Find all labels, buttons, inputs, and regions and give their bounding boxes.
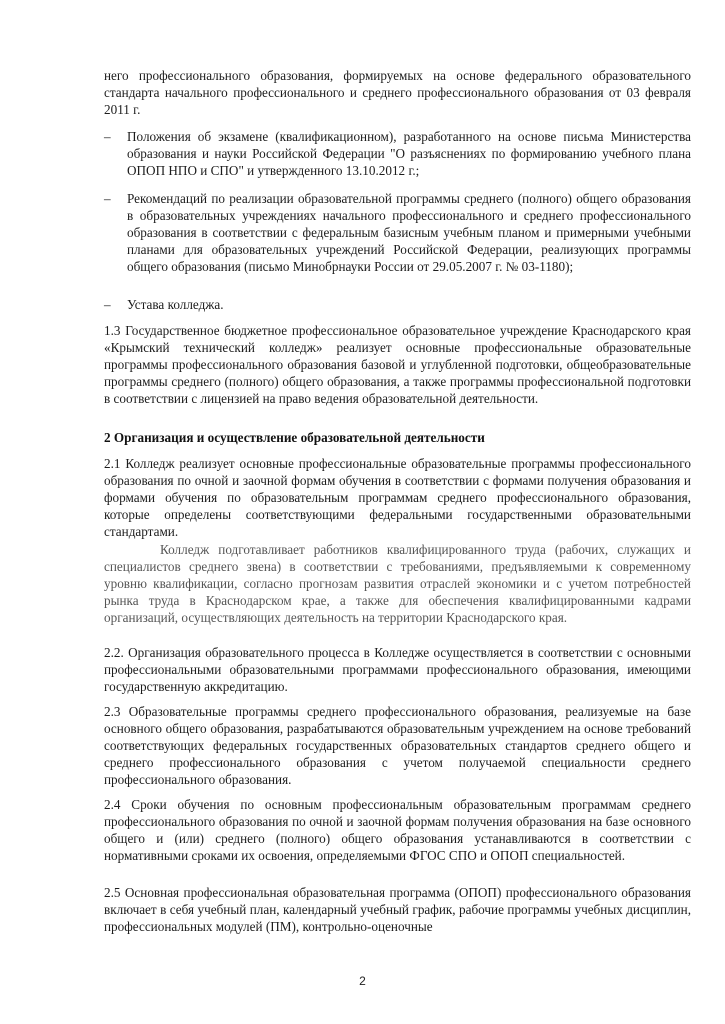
list-item-text: Устава колледжа. xyxy=(127,297,224,312)
list-item-text: Положения об экзамене (квалификационном), разработанного на основе письма Министерства образования и науки Российской Федерации "О разъяснениях по формированию учебного плана ОПОП НПО и СПО" и утвержденного 13.10.2012 г.; xyxy=(127,129,691,178)
paragraph-1-3: 1.3 Государственное бюджетное профессиональное образовательное учреждение Краснодарского края «Крымский технический колледж» реализует основные профессиональные образовательные программы профессионального образования базовой и углубленной подготовки, общеобразовательные программы среднего (полного) общего образования, а также программы профессиональной подготовки в соответствии с лицензией на право ведения образовательной деятельности. xyxy=(104,323,691,406)
list-marker: – xyxy=(104,297,111,312)
paragraph-2-2: 2.2. Организация образовательного процесса в Колледже осуществляется в соответствии с основными профессиональными образовательными программами профессионального образования, имеющими государственную аккредитацию. xyxy=(104,645,691,694)
paragraph-2-1-continued: Колледж подготавливает работников квалифицированного труда (рабочих, служащих и специалистов среднего звена) в соответствии с требованиями, предъявляемыми к современному уровню квалификации, согласно прогнозам развития отраслей экономики и с учетом потребностей рынка труда в Краснодарском крае, а также для обеспечения квалифицированными кадрами организаций, осуществляющих деятельность на территории Краснодарского края. xyxy=(104,542,691,625)
paragraph-2-3: 2.3 Образовательные программы среднего профессионального образования, реализуемые на базе основного общего образования, разрабатываются образовательным учреждением на основе требований соответствующих федеральных государственных образовательных стандартов среднего общего и среднего профессионального образования с учетом получаемой специальности среднего профессионального образования. xyxy=(104,704,691,787)
paragraph-2-5: 2.5 Основная профессиональная образовательная программа (ОПОП) профессионального образования включает в себя учебный план, календарный учебный график, рабочие программы учебных дисциплин, профессиональных модулей (ПМ), контрольно-оценочные xyxy=(104,885,691,934)
list-marker: – xyxy=(104,129,111,144)
paragraph-2-1: 2.1 Колледж реализует основные профессиональные образовательные программы профессионального образования по очной и заочной формам обучения в соответствии с формами получения образования и формами обучения по образовательным программам среднего профессионального образования, которые определены соответствующими федеральными государственными образовательными стандартами. xyxy=(104,456,691,539)
paragraph-2-4: 2.4 Сроки обучения по основным профессиональным образовательным программам среднего профессионального образования по очной и заочной формам получения образования на базе основного общего и (или) среднего (полного) общего образования устанавливаются в соответствии с нормативными сроками их освоения, определяемыми ФГОС СПО и ОПОП специальностей. xyxy=(104,797,691,863)
section-heading: 2 Организация и осуществление образовательной деятельности xyxy=(104,430,485,445)
list-item-text: Рекомендаций по реализации образовательной программы среднего (полного) общего образования в образовательных учреждениях начального профессионального и среднего профессионального образования в соответствии с федеральным базисным учебным планом и примерными учебными планами для образовательных учреждений Российской Федерации, реализующих программы общего образования (письмо Минобрнауки России от 29.05.2007 г. № 03-1180); xyxy=(127,191,691,274)
page-number: 2 xyxy=(359,974,366,988)
list-marker: – xyxy=(104,191,111,206)
continuation-paragraph: него профессионального образования, формируемых на основе федерального образовательного стандарта начального профессионального и среднего профессионального образования от 03 февраля 2011 г. xyxy=(104,68,691,117)
